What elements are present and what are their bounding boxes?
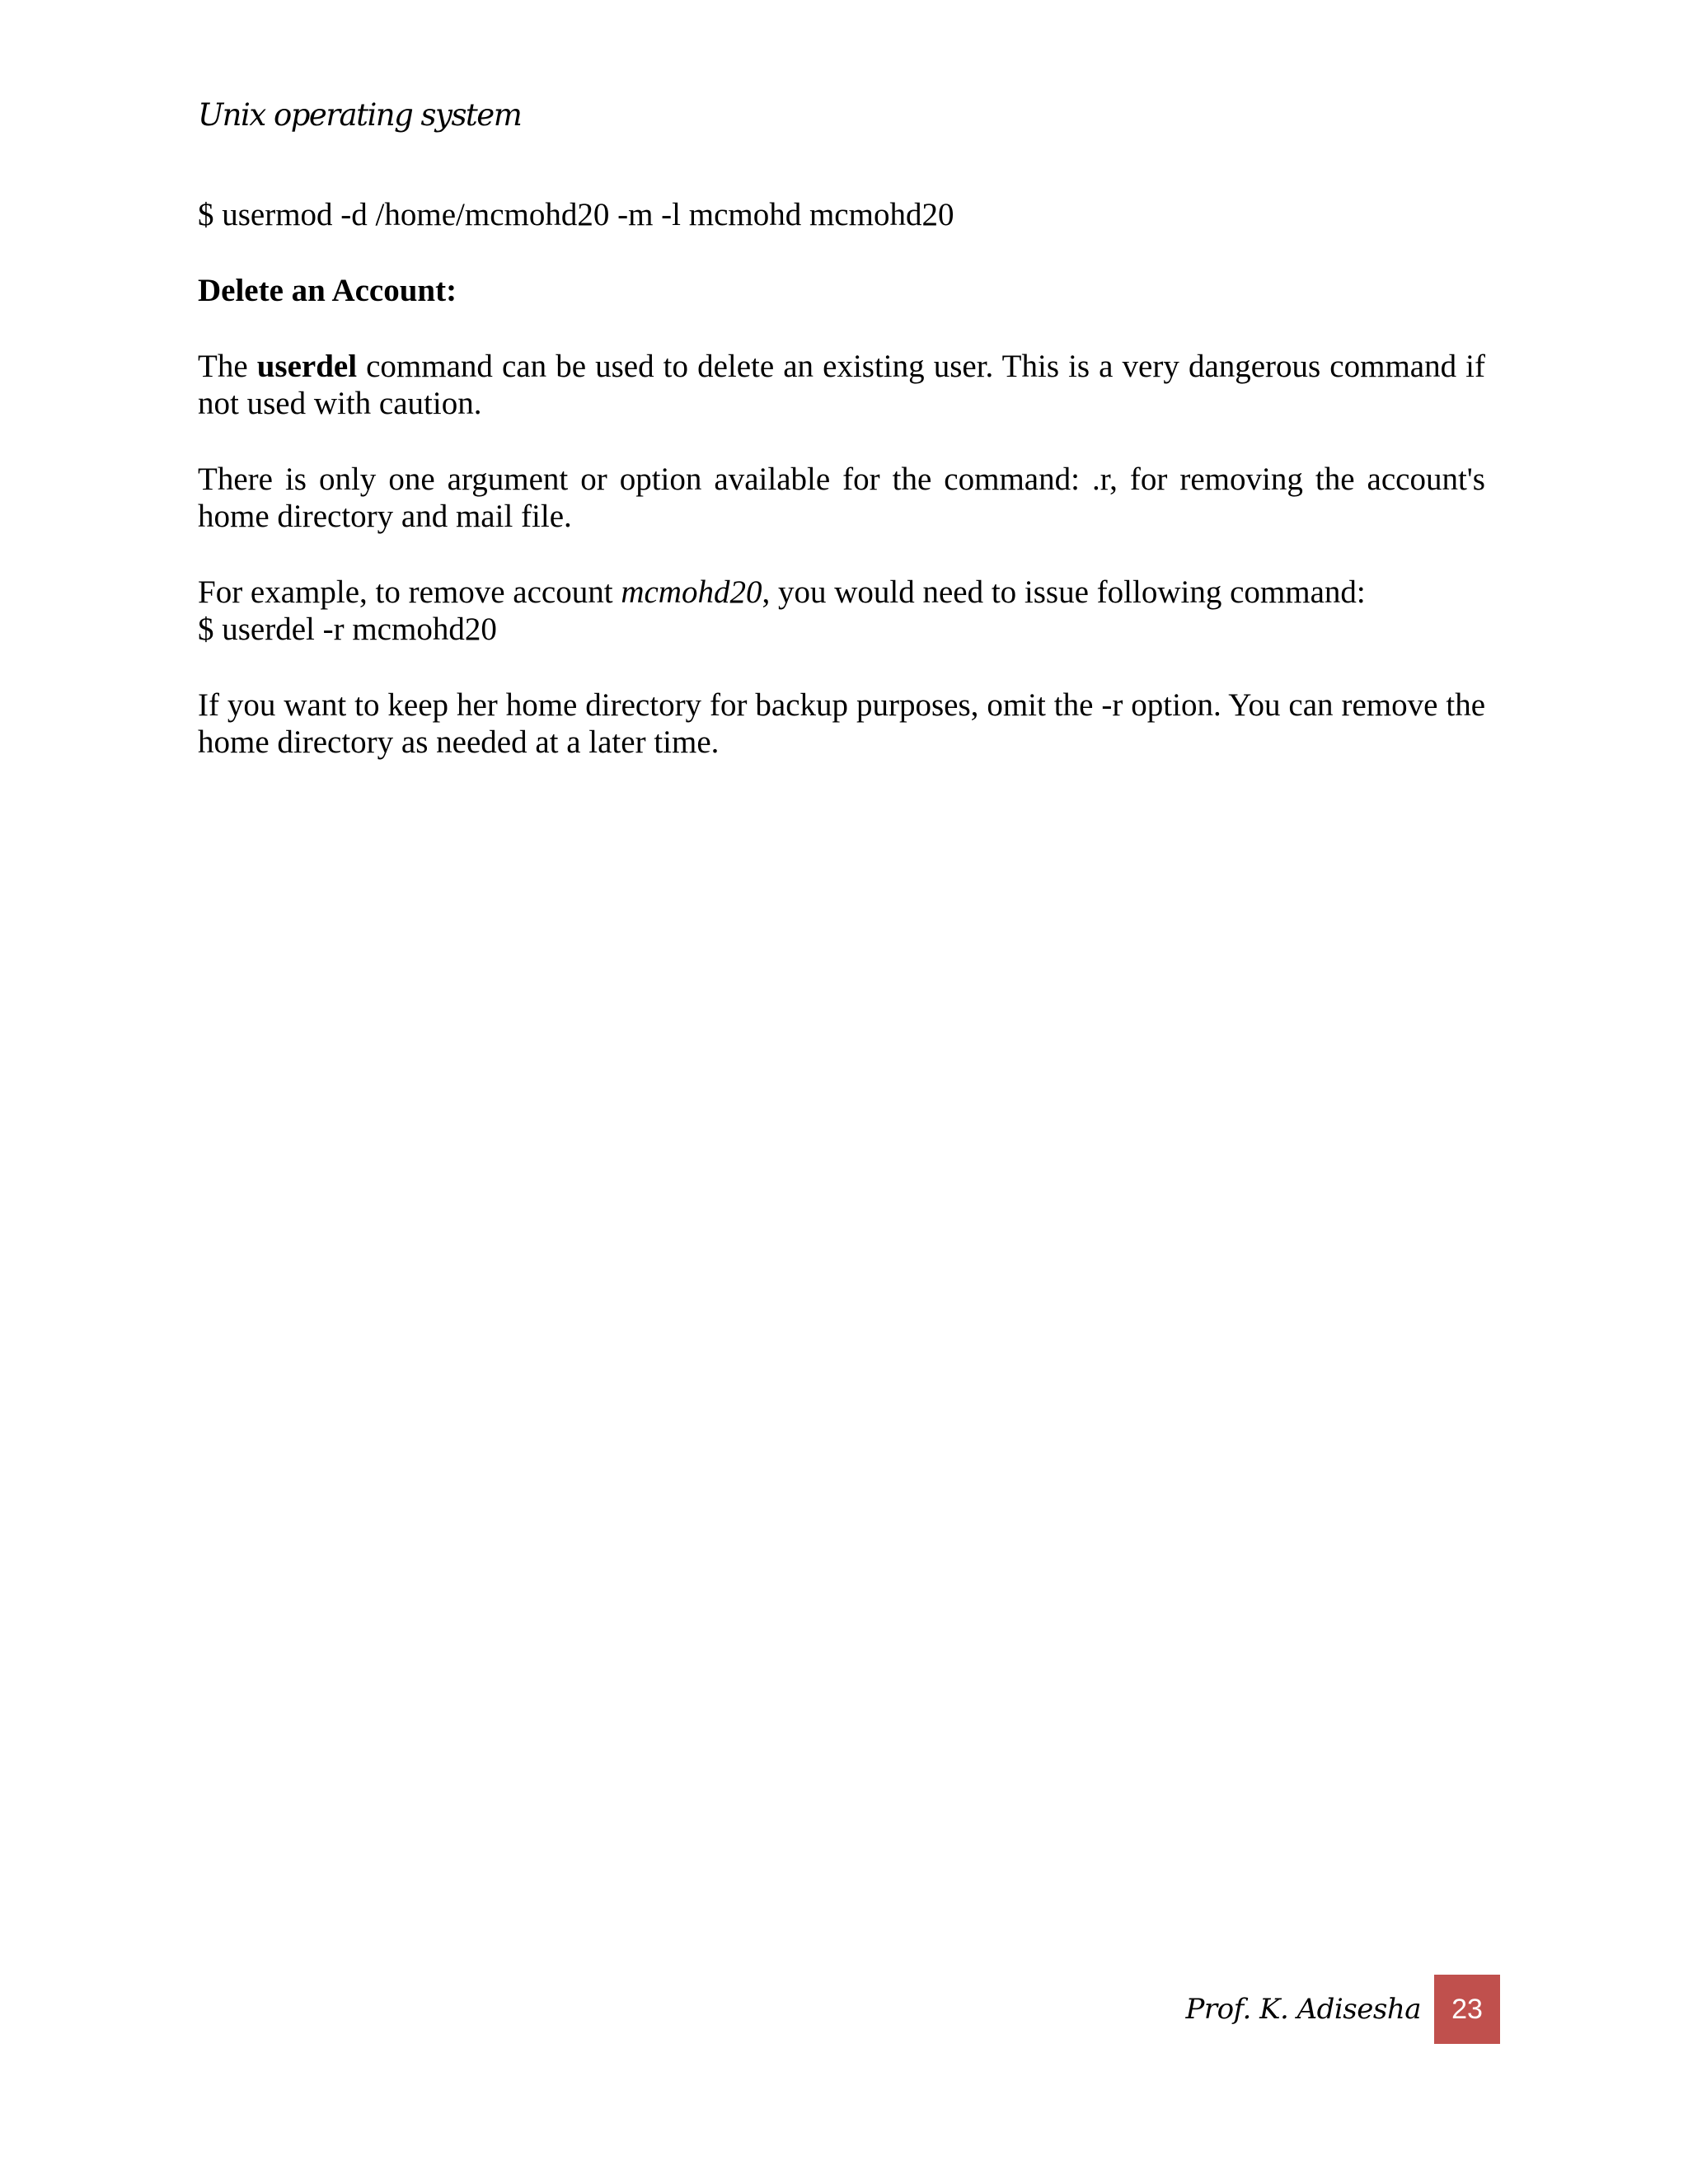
running-header: Unix operating system <box>198 97 522 133</box>
text-segment: The <box>198 349 257 384</box>
paragraph-options: There is only one argument or option available for the command: .r, for removing the account's home directory and mail file. <box>198 462 1485 534</box>
footer-author: Prof. K. Adisesha <box>1185 1993 1421 2026</box>
text-segment: command can be used to delete an existing user. This is a very dangerous command if not used with caution. <box>198 349 1485 421</box>
userdel-command-line: $ userdel -r mcmohd20 <box>198 612 497 647</box>
bold-term-userdel: userdel <box>256 349 358 384</box>
paragraph-example <box>198 574 1485 611</box>
page-content <box>198 196 1485 799</box>
text-segment: , you would need to issue following command: <box>762 574 1366 610</box>
section-heading: Delete an Account: <box>198 273 457 308</box>
paragraph-backup-note: If you want to keep her home directory for backup purposes, omit the -r option. You can remove the home directory as needed at a later time. <box>198 687 1485 760</box>
page-footer <box>1186 1975 1500 2044</box>
italic-account-name: mcmohd20 <box>621 574 762 610</box>
page-number-badge: 23 <box>1434 1975 1500 2044</box>
usermod-command-line: $ usermod -d /home/mcmohd20 -m -l mcmohd mcmohd20 <box>198 197 954 232</box>
paragraph-userdel-intro <box>198 348 1485 422</box>
text-segment: For example, to remove account <box>198 574 621 610</box>
